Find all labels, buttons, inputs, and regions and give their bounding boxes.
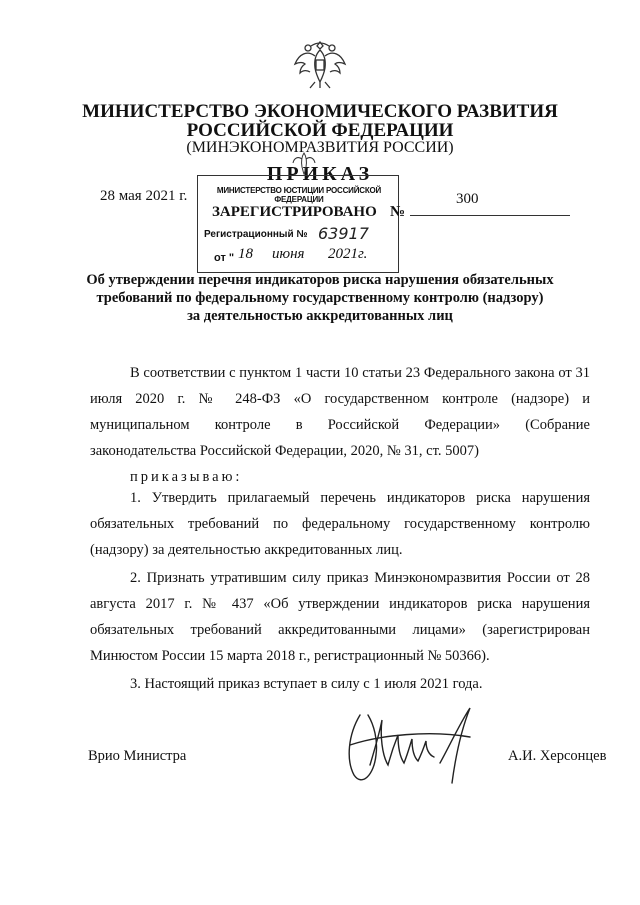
stamp-registered-label: ЗАРЕГИСТРИРОВАНО <box>212 204 377 220</box>
number-sign: № <box>390 204 406 220</box>
preamble-paragraph <box>90 360 590 490</box>
stamp-organization: МИНИСТЕРСТВО ЮСТИЦИИ РОССИЙСКОЙ ФЕДЕРАЦИИ <box>216 186 382 204</box>
handwritten-signature <box>330 695 510 805</box>
stamp-date-prefix: от " <box>214 252 235 264</box>
stamp-date-day: 18 <box>238 246 253 262</box>
russian-coat-of-arms-icon <box>291 36 349 92</box>
item-3: 3. Настоящий приказ вступает в силу с 1 июля 2021 года. <box>130 676 483 692</box>
item-2: 2. Признать утратившим силу приказ Минэкономразвития России от 28 августа 2017 г. № 437 «Об утверждении индикаторов риска нарушения обязательных требований аккредитованными лицами» (зарегистрирован Минюстом России 15 марта 2018 г., регистрационный № 50366). <box>90 570 590 664</box>
stamp-year-value: 21 <box>343 246 358 262</box>
stamp-emblem-icon <box>292 150 316 176</box>
number-underline <box>410 214 570 216</box>
order-date: 28 мая 2021 г. <box>100 188 188 204</box>
stamp-year-prefix: 20 <box>328 246 343 262</box>
stamp-registration-number-label: Регистрационный № <box>204 229 308 240</box>
stamp-year-suffix: г. <box>358 246 368 262</box>
order-word: приказываю: <box>130 469 243 485</box>
stamp-date-month: июня <box>272 246 305 262</box>
ministry-name-line2: РОССИЙСКОЙ ФЕДЕРАЦИИ <box>186 120 454 141</box>
document-title <box>40 271 600 325</box>
signatory-role: Врио Министра <box>88 748 187 764</box>
ministry-short-name: (МИНЭКОНОМРАЗВИТИЯ РОССИИ) <box>186 139 454 156</box>
signatory-name: А.И. Херсонцев <box>508 748 607 764</box>
stamp-registration-number: 63917 <box>318 224 369 243</box>
title-line1: Об утверждении перечня индикаторов риска нарушения обязательных <box>86 272 554 288</box>
title-line3: за деятельностью аккредитованных лиц <box>187 308 453 324</box>
title-line2: требований по федеральному государственному контролю (надзору) <box>96 290 544 306</box>
ministry-name-line1: МИНИСТЕРСТВО ЭКОНОМИЧЕСКОГО РАЗВИТИЯ <box>82 101 558 122</box>
stamp-date-year <box>328 246 367 263</box>
document-type: ПРИКАЗ <box>266 163 374 185</box>
item-1: 1. Утвердить прилагаемый перечень индикаторов риска нарушения обязательных требований по федеральному государственному контролю (надзору) за деятельностью аккредитованных лиц. <box>90 490 590 558</box>
order-number: 300 <box>456 191 479 207</box>
preamble-text: В соответствии с пунктом 1 части 10 статьи 23 Федерального закона от 31 июля 2020 г. № 248-ФЗ «О государственном контроле (надзоре) и муниципальном контроле в Российской Федерации» (Собрание законодательства Российской Федерации, 2020, № 31, ст. 5007) <box>90 365 590 459</box>
